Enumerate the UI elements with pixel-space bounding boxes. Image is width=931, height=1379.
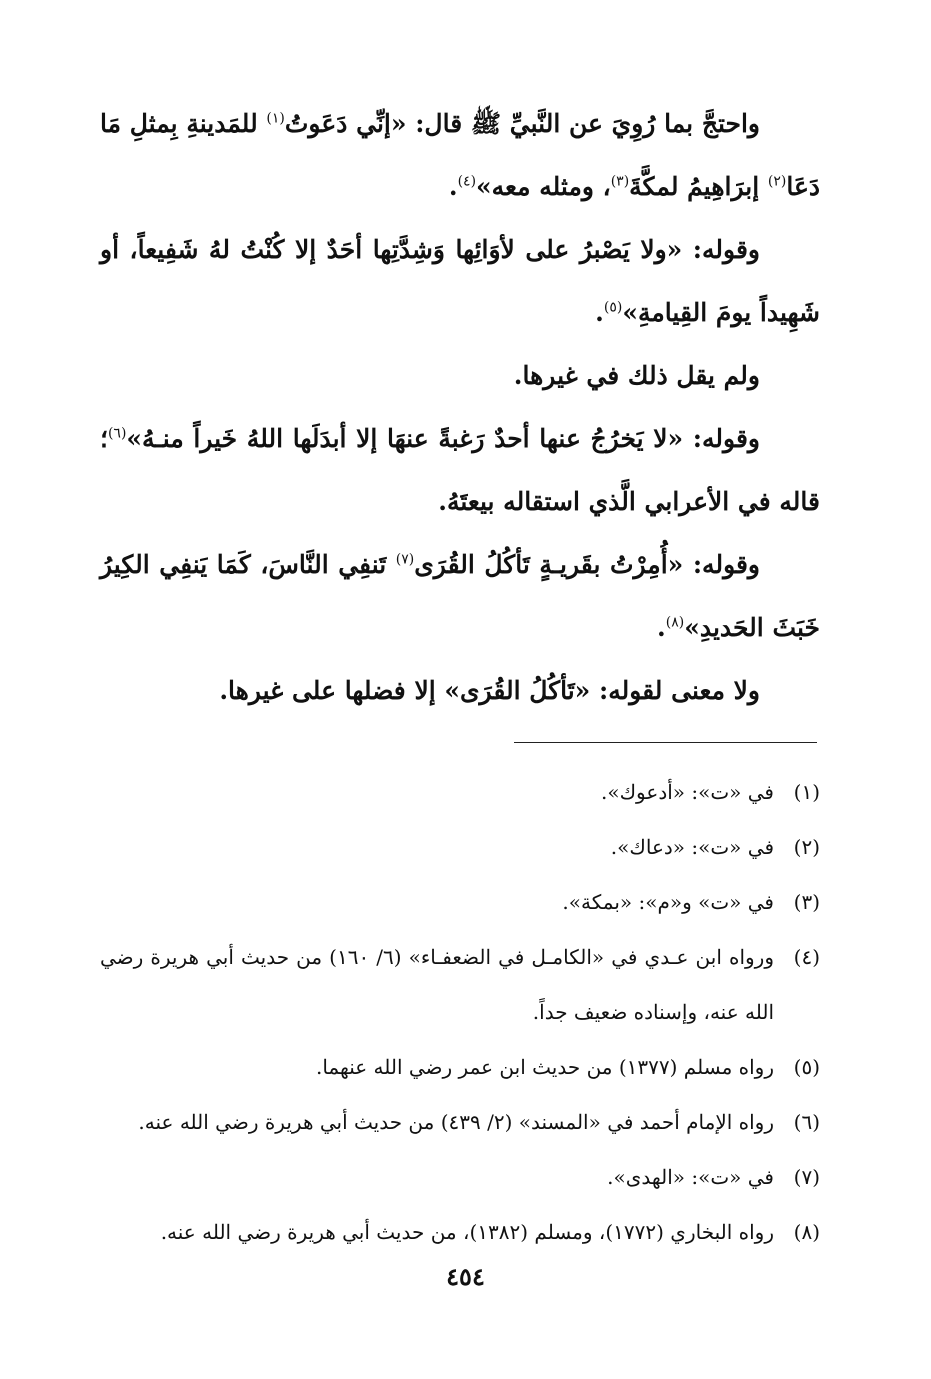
footnote-number: (٨): [793, 1220, 820, 1244]
footnote-ref-1: (١): [266, 110, 285, 127]
footnote-ref-5: (٥): [603, 299, 623, 316]
footnote-item-6: [100, 1095, 820, 1150]
paragraph-3: ولم يقل ذلك في غيرها.: [513, 361, 760, 390]
footnote-ref-8: (٨): [665, 614, 685, 631]
paragraph-1: واحتجَّ بما رُوِيَ عن النَّبيِّ ﷺ قال: «إنِّي دَعَوتُ$^{(١)}$ للمَدينةِ بِمثلِ مَا دَعَا$^{(٢)}$ إبرَاهِيمُ لمكَّةَ$^{(٣)}$، ومثله معه»$^{(٤)}$.: [100, 109, 820, 201]
footnote-text: في «ت»: «الهدى».: [607, 1165, 774, 1189]
footnote-separator: [514, 742, 817, 743]
footnote-text: رواه مسلم (١٣٧٧) من حديث ابن عمر رضي الله عنهما.: [315, 1055, 774, 1079]
footnote-ref-4: (٤): [457, 173, 477, 190]
footnote-text: ورواه ابن عـدي في «الكامـل في الضعفـاء» (٦/ ١٦٠) من حديث أبي هريرة رضي الله عنه، وإسناده ضعيف جداً.: [100, 945, 774, 1024]
footnote-number: (٦): [793, 1110, 820, 1134]
footnote-text: رواه البخاري (١٧٧٢)، ومسلم (١٣٨٢)، من حديث أبي هريرة رضي الله عنه.: [160, 1220, 774, 1244]
footnote-number: (٣): [793, 890, 820, 914]
footnote-item-2: [100, 820, 820, 875]
paragraph-4: وقوله: «لا يَخرُجُ عنها أحدٌ رَغبةً عنهَا إلا أبدَلَها اللهُ خَيراً منـهُ»$^{(٦)}$؛ قاله في الأعرابي الَّذي استقاله بيعتَهُ.: [100, 424, 820, 516]
page-number: ٤٥٤: [446, 1262, 485, 1291]
footnote-text: رواه الإمام أحمد في «المسند» (٢/ ٤٣٩) من حديث أبي هريرة رضي الله عنه.: [138, 1110, 774, 1134]
paragraph-6: ولا معنى لقوله: «تَأكُلُ القُرَى» إلا فضلها على غيرها.: [219, 676, 760, 705]
footnote-item-4: [100, 930, 820, 1040]
footnote-number: (٢): [793, 835, 820, 859]
footnote-ref-2: (٢): [767, 173, 787, 190]
footnote-text: في «ت»: «أدعوك».: [600, 780, 774, 804]
footnote-number: (١): [793, 780, 820, 804]
footnote-ref-3: (٣): [610, 173, 630, 190]
paragraph-5: وقوله: «أُمِرْتُ بقَريـةٍ تَأكُلُ القُرَى$^{(٧)}$ تَنفِي النَّاسَ، كَمَا يَنفِي الكِيرُ خَبَثَ الحَديدِ»$^{(٨)}$.: [100, 550, 820, 642]
footnote-text: في «ت»: «دعاك».: [610, 835, 774, 859]
paragraph-2: وقوله: «ولا يَصْبرُ على لأوَائِها وَشِدَّتِها أحَدٌ إلا كُنْتُ لهُ شَفِيعاً، أو شَهِيداً يومَ القِيامةِ»$^{(٥)}$.: [100, 235, 820, 327]
footnote-item-3: [100, 875, 820, 930]
footnote-item-5: [100, 1040, 820, 1095]
footnotes-section: [100, 765, 820, 1260]
footnote-number: (٥): [793, 1055, 820, 1079]
footnote-item-8: [100, 1205, 820, 1260]
footnote-ref-6: (٦): [107, 425, 127, 442]
footnote-number: (٤): [793, 945, 820, 969]
footnote-text: في «ت» و«م»: «بمكة».: [562, 890, 774, 914]
footnote-item-1: [100, 765, 820, 820]
footnote-ref-7: (٧): [395, 551, 415, 568]
footnote-number: (٧): [793, 1165, 820, 1189]
footnote-item-7: [100, 1150, 820, 1205]
main-text: [100, 92, 820, 722]
